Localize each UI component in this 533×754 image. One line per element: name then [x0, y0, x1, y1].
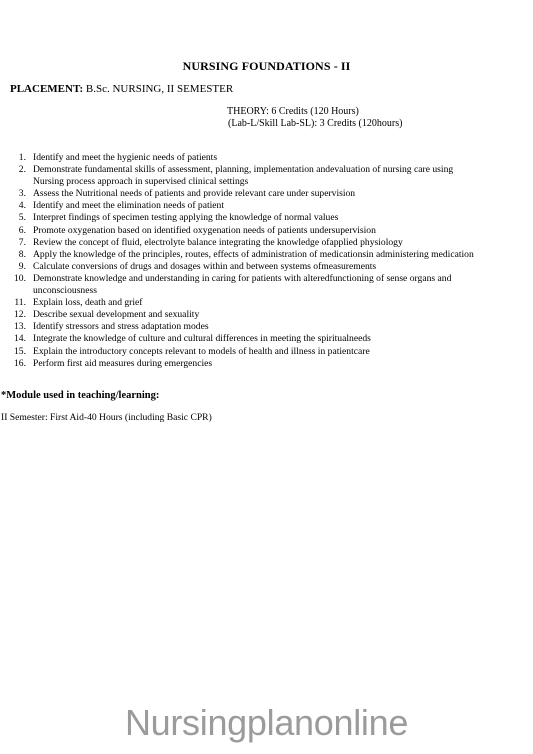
list-item-text: Explain the introductory concepts relevant to models of health and illness in patientcare — [33, 345, 370, 357]
list-item-text: Integrate the knowledge of culture and cultural differences in meeting the spiritualneeds — [33, 333, 371, 345]
list-item-number: 16. — [14, 357, 26, 369]
list-item-number: 11. — [14, 297, 26, 309]
list-item-text: Review the concept of fluid, electrolyte balance integrating the knowledge ofapplied physiology — [33, 236, 403, 248]
list-item — [0, 346, 520, 358]
list-item — [0, 249, 520, 261]
list-item — [0, 297, 520, 309]
list-item — [0, 212, 520, 224]
list-item — [0, 333, 520, 345]
list-item-number: 10. — [14, 272, 26, 284]
list-item — [0, 321, 520, 333]
objectives-list — [0, 152, 520, 370]
list-item — [0, 152, 520, 164]
list-item-number: 6. — [18, 224, 26, 236]
module-text: II Semester: First Aid-40 Hours (including Basic CPR) — [1, 412, 212, 423]
list-item-text: Identify and meet the hygienic needs of patients — [33, 152, 218, 163]
lab-credits: (Lab-L/Skill Lab-SL): 3 Credits (120hours) — [228, 118, 403, 129]
list-item — [0, 273, 520, 297]
list-item-text: Demonstrate knowledge and understanding in caring for patients with alteredfunctioning of sense organs and — [33, 272, 452, 284]
list-item-number: 4. — [18, 200, 26, 212]
list-item-number: 9. — [18, 260, 26, 272]
list-item — [0, 188, 520, 200]
theory-credits: THEORY: 6 Credits (120 Hours) — [227, 106, 359, 117]
list-item-number: 8. — [18, 248, 26, 260]
placement-line — [10, 83, 233, 95]
list-item-text: Explain loss, death and grief — [33, 297, 143, 309]
list-item-number: 1. — [18, 152, 26, 163]
list-item-number: 15. — [14, 345, 26, 357]
list-item-text: Describe sexual development and sexuality — [33, 309, 200, 321]
credits-block — [227, 106, 402, 130]
list-item-number: 2. — [18, 164, 26, 176]
list-item-text: Calculate conversions of drugs and dosages within and between systems ofmeasurements — [33, 260, 377, 272]
list-item-text: Demonstrate fundamental skills of assessment, planning, implementation andevaluation of nursing care using — [33, 164, 454, 176]
document-title: NURSING FOUNDATIONS - II — [182, 59, 351, 73]
list-item-number: 12. — [14, 309, 26, 321]
module-heading: *Module used in teaching/learning: — [1, 390, 160, 401]
placement-label: PLACEMENT: — [10, 83, 84, 95]
list-item — [0, 358, 520, 370]
list-item-text-continued: unconsciousness — [33, 285, 97, 297]
list-item — [0, 225, 520, 237]
list-item — [0, 309, 520, 321]
list-item-text: Assess the Nutritional needs of patients and provide relevant care under supervision — [33, 188, 356, 200]
list-item-number: 13. — [14, 321, 26, 333]
list-item — [0, 200, 520, 212]
list-item — [0, 164, 520, 188]
list-item-number: 5. — [18, 212, 26, 224]
list-item-text: Identify stressors and stress adaptation modes — [33, 321, 209, 333]
watermark: Nursingplanonline — [124, 702, 409, 743]
list-item-text: Interpret findings of specimen testing applying the knowledge of normal values — [33, 212, 339, 224]
list-item-text: Apply the knowledge of the principles, routes, effects of administration of medicationsin administering medication — [33, 248, 474, 260]
list-item-number: 3. — [18, 188, 26, 200]
list-item — [0, 261, 520, 273]
list-item-number: 14. — [14, 333, 26, 345]
list-item-number: 7. — [18, 236, 26, 248]
list-item-text: Identify and meet the elimination needs of patient — [33, 200, 225, 212]
placement-value: B.Sc. NURSING, II SEMESTER — [83, 83, 234, 95]
list-item-text-continued: Nursing process approach in supervised clinical settings — [33, 176, 249, 188]
list-item-text: Promote oxygenation based on identified oxygenation needs of patients undersupervision — [33, 224, 376, 236]
list-item — [0, 237, 520, 249]
list-item-text: Perform first aid measures during emergencies — [33, 357, 213, 369]
